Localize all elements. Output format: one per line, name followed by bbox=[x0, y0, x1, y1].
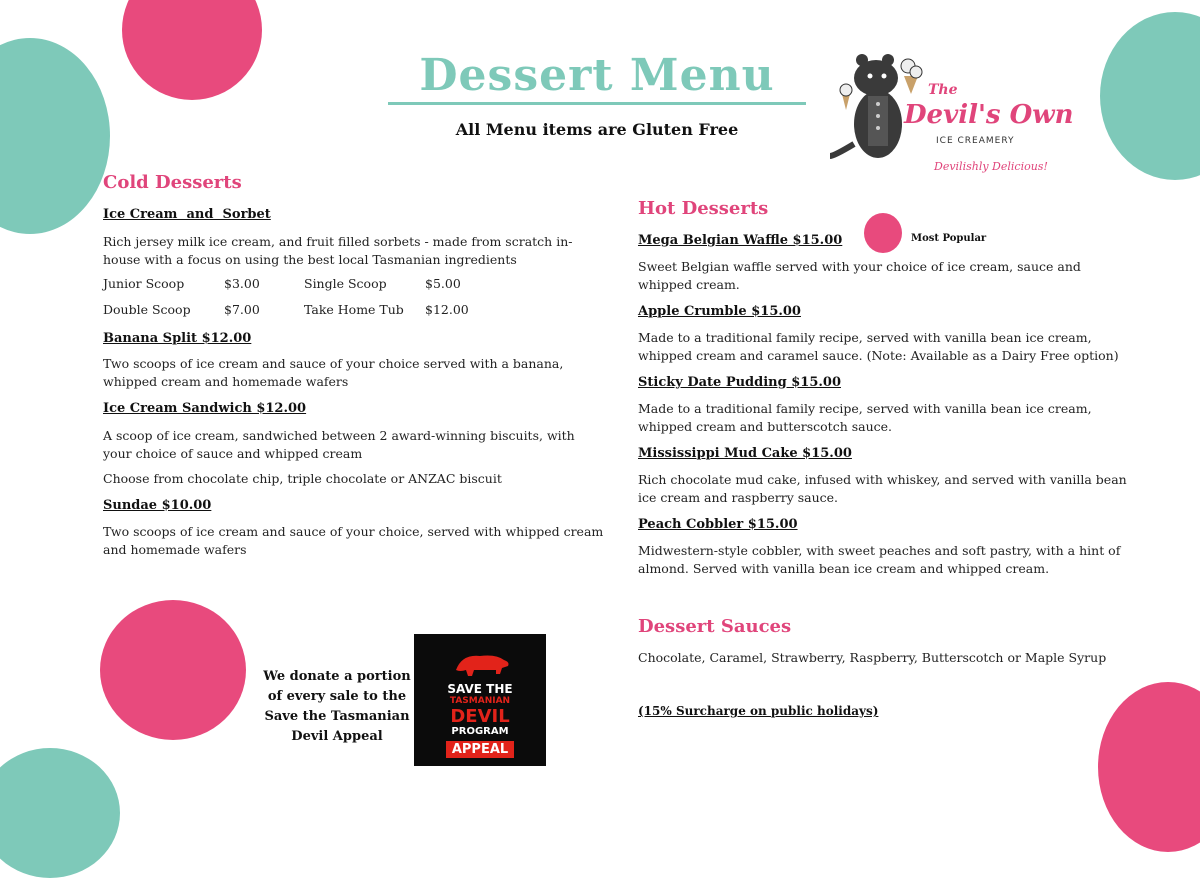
sauces-list: Chocolate, Caramel, Strawberry, Raspberry, Butterscotch or Maple Syrup bbox=[638, 650, 1107, 665]
peach-cobbler-title: Peach Cobbler $15.00 bbox=[638, 517, 798, 532]
price-value: $3.00 bbox=[224, 276, 260, 291]
appeal-line-2: TASMANIAN bbox=[449, 696, 511, 706]
price-name: Take Home Tub bbox=[304, 302, 404, 317]
ice-cream-sandwich-title: Ice Cream Sandwich $12.00 bbox=[103, 401, 307, 416]
price-value: $12.00 bbox=[425, 302, 469, 317]
page-title: Dessert Menu bbox=[388, 50, 806, 105]
devil-silhouette-icon bbox=[452, 648, 512, 678]
price-name: Double Scoop bbox=[103, 302, 191, 317]
apple-crumble-description: Made to a traditional family recipe, served with vanilla bean ice cream, whipped cream and caramel sauce. (Note: Available as a Dairy Free option) bbox=[638, 330, 1119, 363]
save-tasmanian-devil-logo bbox=[414, 634, 546, 766]
logo-devils-own: Devil's Own bbox=[904, 100, 1074, 130]
icecream-price-table bbox=[103, 276, 469, 328]
decorative-teal-circle-left bbox=[0, 38, 110, 234]
appeal-line-1: SAVE THE bbox=[447, 682, 513, 696]
donation-text: We donate a portion of every sale to the Save the Tasmanian Devil Appeal bbox=[263, 669, 411, 744]
decorative-pink-circle-bottom-left bbox=[100, 600, 246, 740]
peach-cobbler-description: Midwestern-style cobbler, with sweet peaches and soft pastry, with a hint of almond. Served with vanilla bean ice cream and whipped cream. bbox=[638, 543, 1121, 576]
icecream-sorbet-title: Ice Cream and Sorbet bbox=[103, 207, 271, 222]
decorative-teal-circle-bottom-left bbox=[0, 748, 120, 878]
table-row bbox=[103, 302, 469, 328]
waffle-description: Sweet Belgian waffle served with your choice of ice cream, sauce and whipped cream. bbox=[638, 259, 1081, 292]
decorative-pink-circle-top bbox=[122, 0, 262, 100]
appeal-line-3: DEVIL bbox=[450, 706, 510, 727]
hot-desserts-heading: Hot Desserts bbox=[638, 198, 769, 219]
waffle-title: Mega Belgian Waffle $15.00 bbox=[638, 233, 843, 248]
banana-split-title: Banana Split $12.00 bbox=[103, 331, 252, 346]
banana-split-description: Two scoops of ice cream and sauce of your choice served with a banana, whipped cream and homemade wafers bbox=[103, 356, 564, 389]
sticky-date-pudding-description: Made to a traditional family recipe, served with vanilla bean ice cream, whipped cream and butterscotch sauce. bbox=[638, 401, 1092, 434]
table-row bbox=[103, 276, 469, 302]
logo-ice-creamery: ICE CREAMERY bbox=[936, 136, 1015, 146]
most-popular-marker bbox=[864, 213, 902, 253]
logo-the: The bbox=[928, 82, 958, 98]
price-name: Single Scoop bbox=[304, 276, 387, 291]
ice-cream-sandwich-description: A scoop of ice cream, sandwiched between 2 award-winning biscuits, with your choice of sauce and whipped cream bbox=[103, 428, 575, 461]
devils-own-logo bbox=[828, 44, 1074, 184]
mud-cake-description: Rich chocolate mud cake, infused with whiskey, and served with vanilla bean ice cream and raspberry sauce. bbox=[638, 472, 1127, 505]
price-value: $5.00 bbox=[425, 276, 461, 291]
logo-tagline: Devilishly Delicious! bbox=[934, 160, 1048, 173]
cold-desserts-heading: Cold Desserts bbox=[103, 172, 242, 193]
dessert-sauces-heading: Dessert Sauces bbox=[638, 616, 792, 637]
decorative-teal-circle-right bbox=[1100, 12, 1200, 180]
price-name: Junior Scoop bbox=[103, 276, 185, 291]
appeal-line-5 bbox=[414, 738, 546, 757]
appeal-line-5-text: APPEAL bbox=[446, 741, 514, 758]
decorative-pink-circle-bottom-right bbox=[1098, 682, 1200, 852]
mud-cake-title: Mississippi Mud Cake $15.00 bbox=[638, 446, 852, 461]
ice-cream-sandwich-note: Choose from chocolate chip, triple chocolate or ANZAC biscuit bbox=[103, 471, 502, 486]
icecream-sorbet-description: Rich jersey milk ice cream, and fruit filled sorbets - made from scratch in-house with a focus on using the best local Tasmanian ingredients bbox=[103, 234, 573, 267]
sundae-title: Sundae $10.00 bbox=[103, 498, 212, 513]
appeal-line-4: PROGRAM bbox=[451, 726, 509, 737]
apple-crumble-title: Apple Crumble $15.00 bbox=[638, 304, 801, 319]
sundae-description: Two scoops of ice cream and sauce of your choice, served with whipped cream and homemade wafers bbox=[103, 524, 604, 557]
most-popular-label: Most Popular bbox=[911, 233, 987, 244]
surcharge-note: (15% Surcharge on public holidays) bbox=[638, 704, 879, 718]
price-value: $7.00 bbox=[224, 302, 260, 317]
gluten-free-notice: All Menu items are Gluten Free bbox=[455, 120, 739, 139]
sticky-date-pudding-title: Sticky Date Pudding $15.00 bbox=[638, 375, 841, 390]
